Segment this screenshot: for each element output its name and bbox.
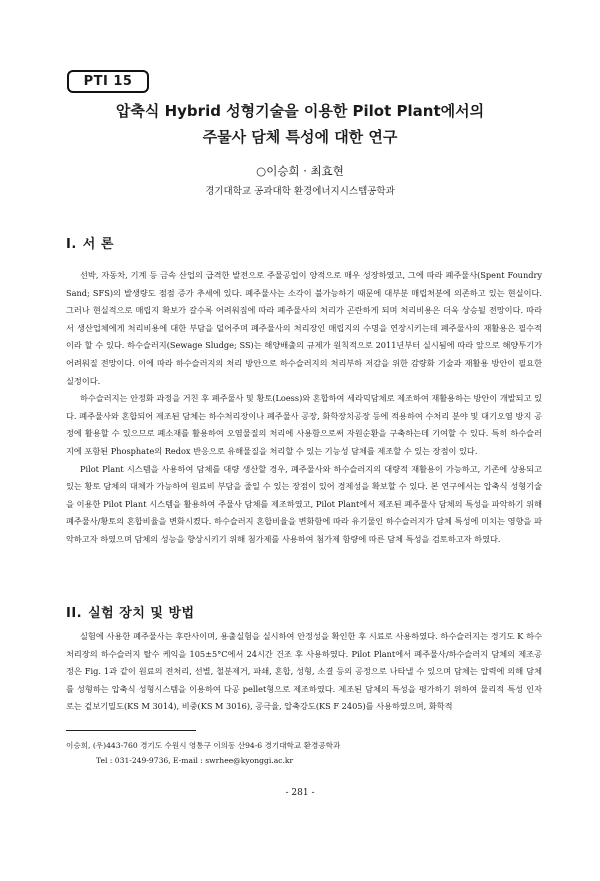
section-title: 서 론 [82,237,114,252]
paper-title-line-1: 압축식 Hybrid 성형기술을 이용한 Pilot Plant에서의 [115,102,485,120]
section-number: I. [66,237,77,252]
footnote-divider [66,730,196,731]
section-title: 실험 장치 및 방법 [88,606,195,621]
author-list: ○이승희 · 최효현 [256,164,344,178]
paper-title [60,98,540,150]
footnote-contact: Tel : 031-249-9736, E-mail : swrhee@kyonggi.ac.kr [96,756,294,765]
paragraph: Pilot Plant 시스템을 사용하여 담체를 대량 생산할 경우, 폐주물사와 하수슬러지의 대량적 재활용이 가능하고, 기존에 상용되고 있는 황토 담체의 대체가 가능하여 원료비 부담을 줄일 수 있는 장점이 있어 경제성을 확보할 수 있다. 본 연구에서는 압축식 성형기술을 이용한 Pilot Plant 시스템을 활용하여 주물사 담체를 제조하였고, Pilot Plant에서 제조된 폐주물사 담체의 특성을 파악하기 위해 폐주물사/황토의 혼합비율을 변화시켰다. 하수슬러지 혼합비율을 변화함에 따라 유기물인 하수슬러지가 담체 특성에 미치는 영향을 파악하고자 하였으며 담체의 성능을 향상시키기 위해 첨가제를 사용하여 첨가제 함량에 따른 담체 특성을 검토하고자 하였다. [66,463,542,544]
paragraph: 선박, 자동차, 기계 등 금속 산업의 급격한 발전으로 주물공업이 양적으로 매우 성장하였고, 그에 따라 폐주물사(Spent Foundry Sand; SFS)의 발생량도 점점 증가 추세에 있다. 폐주물사는 소각이 불가능하기 때문에 대부분 매립처분에 의존하고 있는 현실이다. 그러나 현실적으로 매립지 확보가 갈수록 어려워짐에 따라 폐주물사의 처리가 곤란하게 되며 처리비용은 더욱 상승될 전망이다. 따라서 생산업체에게 처리비용에 대한 부담을 덜어주며 폐주물사의 처리장인 매립지의 수명을 연장시키는데 폐주물사의 재활용은 필수적이라 할 수 있다. 하수슬러지(Sewage Sludge; SS)는 해양배출의 규제가 원칙적으로 2011년부터 실시됨에 따라 앞으로 해양투기가 어려워질 전망이다. 이에 따라 하수슬러지의 처리 방안으로 하수슬러지의 처리부하 저감을 위한 감량화 기술과 재활용 방안이 필요한 실정이다. [66,270,542,386]
corresponding-author-footnote [66,738,542,768]
footnote-address: 이승희, (우)443-760 경기도 수원시 영통구 이의동 산94-6 경기대학교 환경공학과 [66,741,341,750]
section-heading-introduction [66,233,120,252]
session-code-badge: PTI 15 [67,70,149,93]
section-body-methods [66,628,542,716]
section-body-introduction [66,267,542,549]
section-number: II. [66,606,83,621]
section-heading-methods [66,602,201,621]
paragraph: 실험에 사용한 폐주물사는 후란사이며, 용출실험을 실시하여 안정성을 확인한 후 시료로 사용하였다. 하수슬러지는 경기도 K 하수처리장의 하수슬러지 탈수 케익을 105±5°C에서 24시간 건조 후 사용하였다. Pilot Plant에서 폐주물사/하수슬러지 담체의 제조공정은 Fig. 1과 같이 원료의 전처리, 선별, 철분제거, 파쇄, 혼합, 성형, 소결 등의 공정으로 나타낼 수 있으며 담체는 압력에 의해 담체를 성형하는 압축식 성형시스템을 이용하여 다공 pellet형으로 제조하였다. 제조된 담체의 특성을 평가하기 위하여 물리적 특성 인자로는 겉보기밀도(KS M 3014), 비중(KS M 3016), 공극율, 압축강도(KS F 2405)를 사용하였으며, 화학적 [66,631,542,712]
paragraph: 하수슬러지는 안정화 과정을 거친 후 폐주물사 및 황토(Loess)와 혼합하여 세라믹담체로 제조하여 재활용하는 방안이 개발되고 있다. 폐주물사와 혼합되어 제조된 담체는 하수처리장이나 폐주물사 공장, 화학장치공장 등에 적용하여 수처리 분야 및 대기오염 방지 공정에 활용할 수 있으므로 폐소재를 활용하여 오염물질의 처리에 사용함으로써 자원순환을 구축하는데 기여할 수 있다. 특히 하수슬러지에 포함된 Phosphate의 Redox 반응으로 유해물질을 처리할 수 있는 기능성 담체를 제조할 수 있는 장점이 있다. [66,393,542,456]
paper-title-line-2: 주물사 담체 특성에 대한 연구 [202,128,398,146]
page-number: - 281 - [285,788,315,798]
author-affiliation: 경기대학교 공과대학 환경에너지시스템공학과 [205,186,395,197]
